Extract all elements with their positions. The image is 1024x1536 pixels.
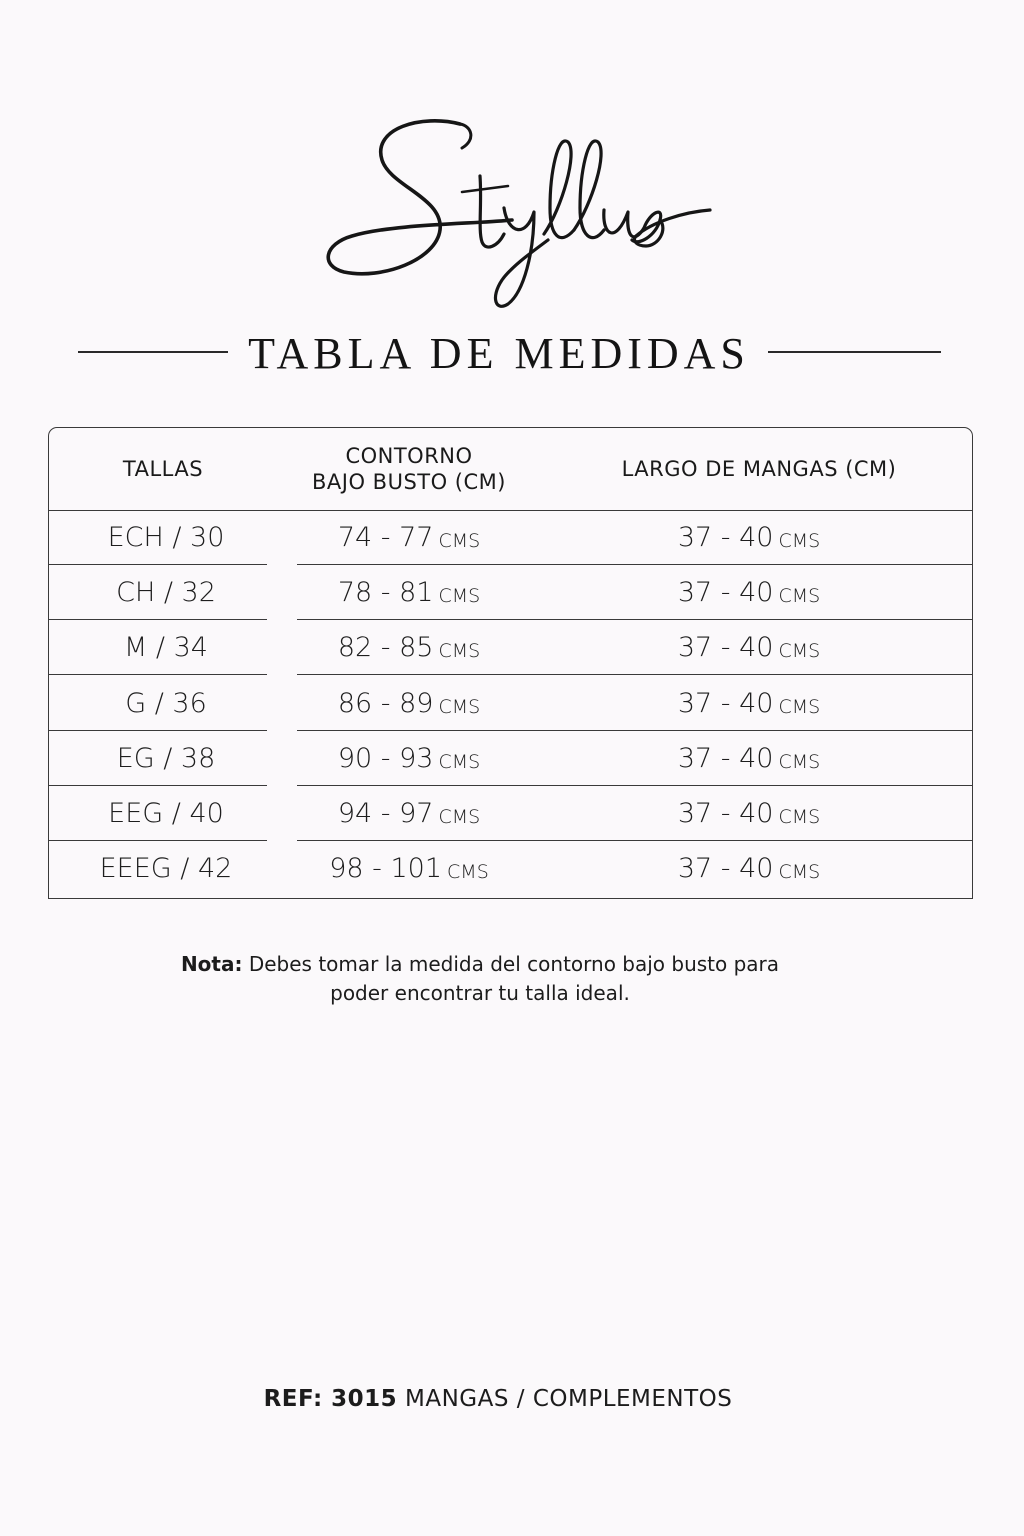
unit-label: CMS	[778, 805, 821, 828]
page-title: TABLA DE MEDIDAS	[248, 329, 750, 378]
bust-value: 82 - 85	[337, 632, 434, 663]
row-divider	[297, 674, 972, 676]
bust-value: 86 - 89	[337, 688, 434, 719]
sleeve-cell	[609, 510, 889, 565]
table-row	[49, 786, 972, 841]
header-sizes: TALLAS	[122, 457, 204, 481]
unit-label: CMS	[778, 860, 821, 883]
table-row	[49, 620, 972, 675]
bust-value: 98 - 101	[329, 853, 443, 884]
unit-label: CMS	[438, 805, 481, 828]
sleeve-value: 37 - 40	[677, 743, 774, 774]
size-cell: G / 36	[125, 688, 207, 719]
sleeve-cell	[609, 676, 889, 731]
size-table	[48, 427, 973, 899]
bust-value: 78 - 81	[337, 577, 434, 608]
sleeve-value: 37 - 40	[677, 577, 774, 608]
bust-cell	[289, 676, 529, 731]
size-cell: CH / 32	[116, 577, 216, 608]
heading-rule-right	[768, 351, 941, 353]
sleeve-cell	[609, 620, 889, 675]
product-reference	[0, 1386, 996, 1412]
table-row	[49, 510, 972, 565]
bust-value: 74 - 77	[337, 522, 434, 553]
bust-value: 90 - 93	[337, 743, 434, 774]
bust-cell	[289, 731, 529, 786]
unit-label: CMS	[778, 750, 821, 773]
unit-label: CMS	[438, 584, 481, 607]
size-cell: EG / 38	[116, 743, 216, 774]
sleeve-value: 37 - 40	[677, 688, 774, 719]
ref-label: REF: 3015	[263, 1386, 398, 1412]
note-line-2: poder encontrar tu talla ideal.	[330, 981, 630, 1005]
sleeve-cell	[609, 841, 889, 896]
unit-label: CMS	[438, 750, 481, 773]
table-row	[49, 731, 972, 786]
sleeve-value: 37 - 40	[677, 522, 774, 553]
ref-text: MANGAS / COMPLEMENTOS	[405, 1386, 733, 1412]
note-line-1: Debes tomar la medida del contorno bajo busto para	[248, 952, 780, 976]
header-bust-line2: BAJO BUSTO (CM)	[312, 470, 506, 494]
bust-cell	[289, 786, 529, 841]
bust-value: 94 - 97	[337, 798, 434, 829]
table-row	[49, 676, 972, 731]
unit-label: CMS	[778, 695, 821, 718]
bust-cell	[289, 620, 529, 675]
sleeve-value: 37 - 40	[677, 853, 774, 884]
unit-label: CMS	[778, 639, 821, 662]
note-label: Nota:	[180, 952, 243, 976]
header-bust	[279, 428, 539, 510]
bust-cell	[289, 841, 529, 896]
heading-rule-left	[78, 351, 228, 353]
unit-label: CMS	[438, 695, 481, 718]
size-cell: EEG / 40	[108, 798, 224, 829]
sleeve-value: 37 - 40	[677, 632, 774, 663]
sleeve-cell	[609, 565, 889, 620]
header-bust-line1: CONTORNO	[345, 444, 473, 468]
unit-label: CMS	[438, 529, 481, 552]
brand-logo	[312, 112, 722, 322]
header-sleeve: LARGO DE MANGAS (CM)	[621, 457, 897, 481]
table-header	[49, 428, 972, 511]
bust-cell	[289, 510, 529, 565]
bust-cell	[289, 565, 529, 620]
table-row	[49, 841, 972, 896]
size-note	[100, 950, 860, 1008]
row-divider	[49, 674, 267, 676]
size-cell: M / 34	[124, 632, 208, 663]
sleeve-value: 37 - 40	[677, 798, 774, 829]
unit-label: CMS	[447, 860, 489, 883]
heading-row	[0, 322, 1024, 382]
sleeve-cell	[609, 786, 889, 841]
table-row	[49, 565, 972, 620]
sleeve-cell	[609, 731, 889, 786]
size-cell: ECH / 30	[107, 522, 225, 553]
size-cell: EEEG / 42	[99, 853, 233, 884]
unit-label: CMS	[778, 584, 821, 607]
unit-label: CMS	[778, 529, 821, 552]
unit-label: CMS	[438, 639, 481, 662]
